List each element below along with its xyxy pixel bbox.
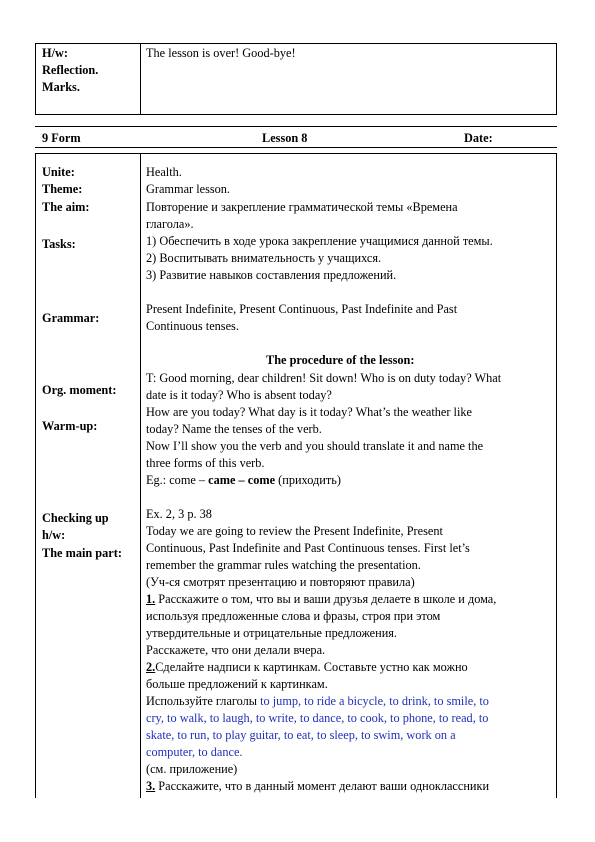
warm-text-3: Now I’ll show you the verb and you should translate it and name the bbox=[146, 439, 484, 453]
theme-label: Theme: bbox=[42, 182, 83, 196]
verbs-list-1: to jump, to ride a bicycle, to drink, to smile, to bbox=[260, 694, 489, 708]
main-border-left bbox=[35, 153, 36, 798]
table-divider bbox=[140, 43, 141, 115]
org-moment-label: Org. moment: bbox=[42, 383, 117, 397]
hw-label: H/w: bbox=[42, 46, 68, 60]
item-2-text: Сделайте надписи к картинкам. Составьте устно как можно bbox=[155, 660, 468, 674]
tasks-label: Tasks: bbox=[42, 237, 76, 251]
warm-text-2: today? Name the tenses of the verb. bbox=[146, 422, 322, 436]
task-2: 2) Воспитывать внимательность у учащихся. bbox=[146, 251, 382, 265]
item-3-text: Расскажите, что в данный момент делают ваши одноклассники bbox=[155, 779, 490, 793]
item-1-text: Расскажите о том, что вы и ваши друзья делаете в школе и дома, bbox=[155, 592, 497, 606]
item-1-line-1 bbox=[146, 591, 496, 608]
verbs-list-4: computer, to dance. bbox=[146, 745, 243, 759]
item-1-line-3: утвердительные и отрицательные предложения. bbox=[146, 626, 397, 640]
item-1-line-2: используя предложенные слова и фразы, строя при этом bbox=[146, 609, 441, 623]
date-label: Date: bbox=[464, 131, 493, 145]
table-border-left bbox=[35, 43, 36, 115]
warm-text-1: How are you today? What day is it today? What’s the weather like bbox=[146, 405, 472, 419]
exercise-ref: Ex. 2, 3 p. 38 bbox=[146, 507, 212, 521]
table-border-right bbox=[556, 43, 557, 115]
topic-health: Health. bbox=[146, 165, 182, 179]
grammar-label: Grammar: bbox=[42, 311, 100, 325]
checking-up-label: Checking up bbox=[42, 511, 109, 525]
org-text-2: date is it today? Who is absent today? bbox=[146, 388, 332, 402]
item-2-number: 2. bbox=[146, 660, 156, 674]
item-2-line-1 bbox=[146, 659, 468, 676]
item-2-line-2: больше предложений к картинкам. bbox=[146, 677, 328, 691]
example-line bbox=[146, 472, 341, 489]
task-3: 3) Развитие навыков составления предложений. bbox=[146, 268, 397, 282]
warm-up-label: Warm-up: bbox=[42, 419, 98, 433]
unite-label: Unite: bbox=[42, 165, 75, 179]
verbs-prefix: Используйте глаголы bbox=[146, 694, 261, 708]
table-border-bottom bbox=[35, 114, 557, 115]
item-1-line-4: Расскажете, что они делали вчера. bbox=[146, 643, 326, 657]
example-translation: (приходить) bbox=[275, 473, 341, 487]
main-part-label: The main part: bbox=[42, 546, 122, 560]
org-text-1: T: Good morning, dear children! Sit down! Who is on duty today? What bbox=[146, 371, 502, 385]
appendix-note: (см. приложение) bbox=[146, 762, 238, 776]
task-1: 1) Обеспечить в ходе урока закрепление учащимися данной темы. bbox=[146, 234, 493, 248]
example-forms: came – come bbox=[208, 473, 276, 487]
main-border-right bbox=[556, 153, 557, 798]
example-prefix: Eg.: come – bbox=[146, 473, 209, 487]
item-2-line-3 bbox=[146, 693, 489, 710]
form-label: 9 Form bbox=[42, 131, 81, 145]
main-text-2: Continuous, Past Indefinite and Past Continuous tenses. First let’s bbox=[146, 541, 470, 555]
aim-text-2: глагола». bbox=[146, 217, 194, 231]
main-text-3: remember the grammar rules watching the presentation. bbox=[146, 558, 421, 572]
grammar-text-1: Present Indefinite, Present Continuous, Past Indefinite and Past bbox=[146, 302, 458, 316]
item-3-number: 3. bbox=[146, 779, 156, 793]
procedure-title: The procedure of the lesson: bbox=[266, 353, 415, 367]
main-text-4: (Уч-ся смотрят презентацию и повторяют правила) bbox=[146, 575, 415, 589]
warm-text-4: three forms of this verb. bbox=[146, 456, 265, 470]
aim-text-1: Повторение и закрепление грамматической темы «Времена bbox=[146, 200, 458, 214]
aim-label: The aim: bbox=[42, 200, 90, 214]
hw-label-2: h/w: bbox=[42, 528, 66, 542]
grammar-text-2: Continuous tenses. bbox=[146, 319, 239, 333]
marks-label: Marks. bbox=[42, 80, 80, 94]
item-3-line-1 bbox=[146, 778, 489, 795]
main-border-top bbox=[35, 153, 557, 154]
header-line-bottom bbox=[35, 147, 557, 148]
header-line-top bbox=[35, 126, 557, 127]
lesson-over-text: The lesson is over! Good-bye! bbox=[146, 46, 296, 60]
theme-text: Grammar lesson. bbox=[146, 182, 231, 196]
table-border-top bbox=[35, 43, 557, 44]
main-text-1: Today we are going to review the Present Indefinite, Present bbox=[146, 524, 443, 538]
verbs-list-2: cry, to walk, to laugh, to write, to dance, to cook, to phone, to read, to bbox=[146, 711, 489, 725]
main-divider bbox=[140, 153, 141, 798]
reflection-label: Reflection. bbox=[42, 63, 99, 77]
lesson-number: Lesson 8 bbox=[262, 131, 308, 145]
item-1-number: 1. bbox=[146, 592, 156, 606]
verbs-list-3: skate, to run, to play guitar, to eat, to sleep, to swim, work on a bbox=[146, 728, 456, 742]
